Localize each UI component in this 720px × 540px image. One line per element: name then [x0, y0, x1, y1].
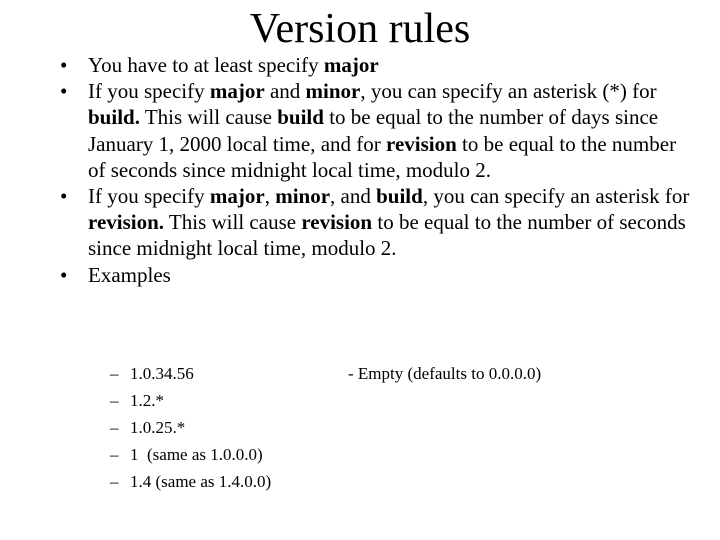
dash-icon: – — [110, 445, 119, 464]
bold-term: build. — [88, 105, 140, 130]
bold-term: revision — [301, 210, 373, 235]
example-text: 1.4 (same as 1.4.0.0) — [130, 472, 272, 491]
bold-term: minor — [275, 184, 331, 209]
dash-icon: – — [110, 418, 119, 437]
bullet-text: Examples — [88, 262, 171, 287]
bullet-text: , — [264, 184, 276, 209]
example-text: 1.2.* — [130, 391, 164, 410]
bullet-text: to be equal to the number of days since January 1, 2000 local time, and for — [88, 105, 659, 156]
example-text: 1 (same as 1.0.0.0) — [130, 445, 263, 464]
bullet-text: This will cause — [164, 210, 302, 235]
example-text: 1.0.25.* — [130, 418, 186, 437]
bullet-list — [60, 52, 690, 288]
bold-term: revision — [386, 131, 457, 156]
bullet-text: If you specify — [88, 184, 210, 209]
bullet-text: and — [264, 79, 306, 104]
bullet-item — [60, 183, 690, 262]
example-item — [110, 414, 271, 441]
dash-icon: – — [110, 391, 119, 410]
example-item — [110, 441, 271, 468]
bullet-item — [60, 262, 690, 288]
bold-term: minor — [305, 79, 361, 104]
bullet-text: If you specify — [88, 79, 210, 104]
examples-list — [110, 360, 271, 495]
bullet-text: , you can specify an asterisk for — [422, 184, 690, 209]
bold-term: revision. — [88, 210, 165, 235]
bold-term: build — [376, 184, 423, 209]
bold-term: build — [277, 105, 324, 130]
dash-icon: – — [110, 364, 119, 383]
bullet-text: You have to at least specify — [88, 53, 324, 77]
bullet-icon: • — [60, 79, 68, 104]
bullet-text: to be equal to the number of seconds since midnight local time, modulo 2. — [88, 210, 686, 261]
dash-icon: – — [110, 472, 119, 491]
example-item — [110, 468, 271, 495]
example-item — [110, 387, 271, 414]
bullet-icon: • — [60, 53, 68, 77]
bold-term: major — [209, 79, 265, 104]
bullet-icon: • — [60, 262, 68, 287]
example-item — [110, 360, 271, 387]
bullet-item — [60, 52, 690, 78]
bullet-text: , and — [330, 184, 377, 209]
bullet-icon: • — [60, 184, 68, 209]
bold-term: major — [209, 184, 265, 209]
bullet-text: This will cause — [139, 105, 278, 130]
bullet-text: to be equal to the number of seconds since midnight local time, modulo 2. — [88, 131, 677, 182]
bold-term: major — [323, 53, 379, 77]
example-empty-note: - Empty (defaults to 0.0.0.0) — [348, 364, 542, 383]
bullet-item — [60, 78, 690, 183]
slide-title: Version rules — [249, 6, 471, 52]
bullet-text: , you can specify an asterisk (*) for — [360, 79, 657, 104]
example-text: 1.0.34.56 — [130, 364, 194, 383]
